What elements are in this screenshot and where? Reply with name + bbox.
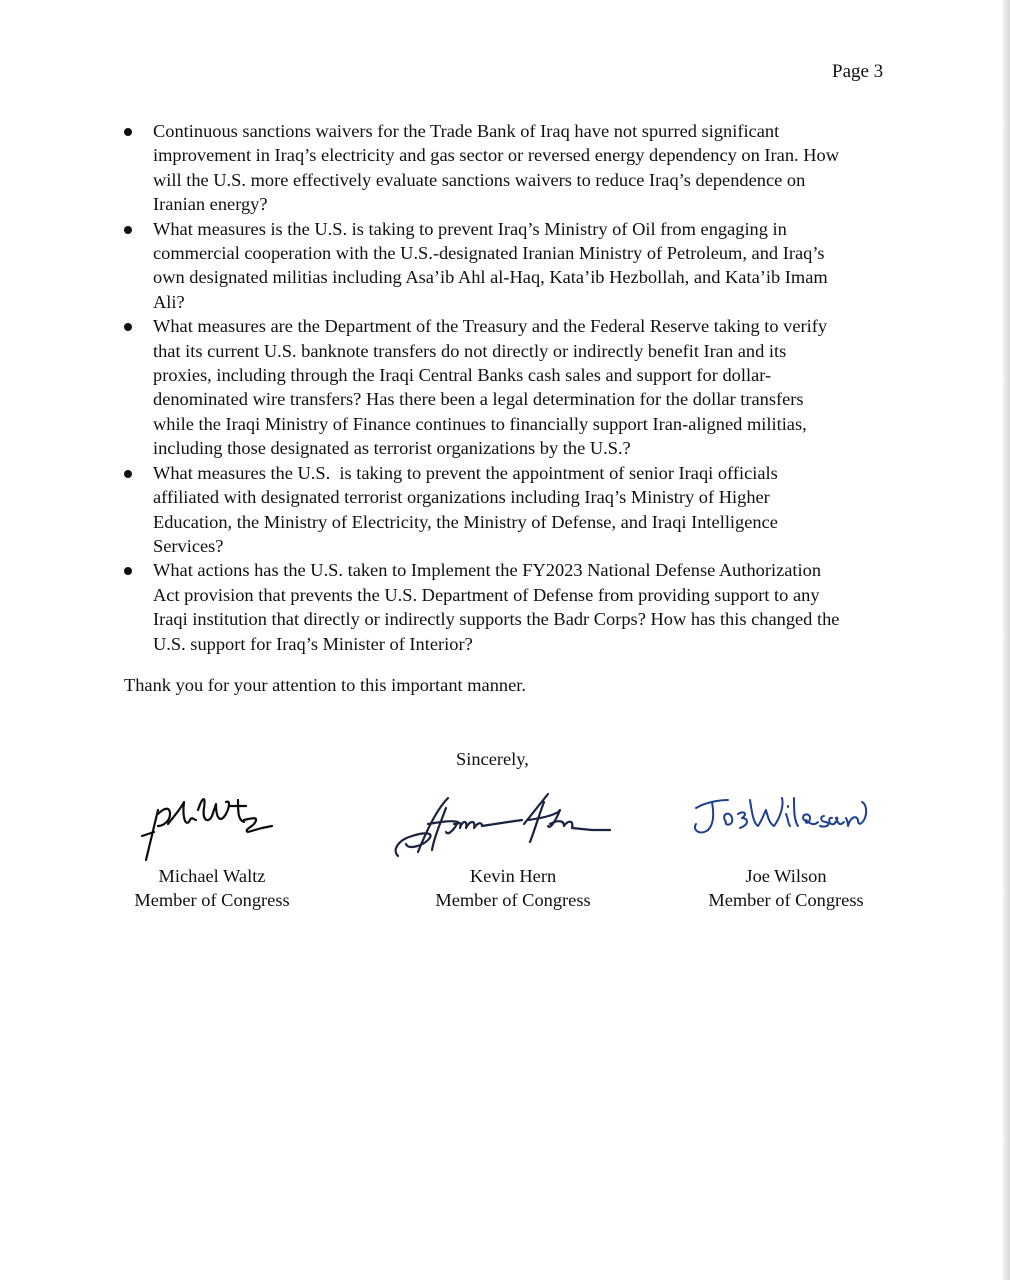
question-line: Services? [153, 535, 224, 556]
bullet-icon [124, 567, 132, 575]
question-line: Act provision that prevents the U.S. Department of Defense from providing support to any [153, 584, 820, 605]
question-line: that its current U.S. banknote transfers do not directly or indirectly benefit Iran and its [153, 340, 787, 361]
handwritten-signature-hern [388, 780, 638, 864]
question-line: Education, the Ministry of Electricity, the Ministry of Defense, and Iraqi Intelligence [153, 511, 778, 532]
question-line: proxies, including through the Iraqi Central Banks cash sales and support for dollar- [153, 365, 772, 386]
valediction: Sincerely, [456, 749, 529, 769]
bullet-icon [124, 128, 132, 136]
handwritten-signature-waltz [112, 780, 312, 864]
question-line: What measures the U.S. is taking to prevent the appointment of senior Iraqi officials [153, 462, 778, 483]
question-line: affiliated with designated terrorist organizations including Iraq’s Ministry of Higher [153, 487, 770, 508]
question-line: What measures are the Department of the Treasury and the Federal Reserve taking to verify [153, 316, 828, 337]
page-number: Page 3 [832, 61, 884, 82]
signatory-name: Kevin Hern [469, 866, 557, 886]
signatory-name: Joe Wilson [745, 866, 827, 886]
question-item [0, 461, 889, 559]
bullet-icon [124, 470, 132, 478]
question-item [0, 217, 889, 315]
question-item [0, 558, 889, 656]
question-line: What measures is the U.S. is taking to prevent Iraq’s Ministry of Oil from engaging in [153, 218, 787, 239]
question-line: Iraqi institution that directly or indirectly supports the Badr Corps? How has this changed the [153, 609, 840, 630]
question-item [0, 314, 889, 460]
closing-sentence: Thank you for your attention to this important manner. [124, 675, 526, 695]
signatory-title: Member of Congress [134, 890, 290, 911]
question-line: own designated militias including Asa’ib Ahl al-Haq, Kata’ib Hezbollah, and Kata’ib Imam [153, 267, 828, 288]
question-line: will the U.S. more effectively evaluate sanctions waivers to reduce Iraq’s dependence on [153, 169, 806, 190]
question-list [0, 119, 1010, 656]
signatory-name: Michael Waltz [158, 866, 266, 886]
question-line: U.S. support for Iraq’s Minister of Interior? [153, 633, 473, 654]
question-line: What actions has the U.S. taken to Implement the FY2023 National Defense Authorization [153, 560, 822, 581]
question-line: commercial cooperation with the U.S.-designated Iranian Ministry of Petroleum, and Iraq’s [153, 243, 825, 264]
question-line: Iranian energy? [153, 194, 268, 215]
signatory-title: Member of Congress [708, 890, 864, 911]
signature-block-waltz [112, 780, 312, 913]
signatory-title: Member of Congress [435, 890, 591, 911]
signature-block-hern [388, 780, 638, 913]
question-item [0, 119, 889, 217]
handwritten-signature-wilson [686, 780, 886, 864]
bullet-icon [124, 226, 132, 234]
question-line: including those designated as terrorist organizations by the U.S.? [153, 438, 631, 459]
question-line: Continuous sanctions waivers for the Trade Bank of Iraq have not spurred significant [153, 121, 780, 141]
question-line: denominated wire transfers? Has there been a legal determination for the dollar transfers [153, 389, 804, 410]
question-line: while the Iraqi Ministry of Finance continues to financially support Iran-aligned militias, [153, 413, 807, 434]
signature-block-wilson [686, 780, 886, 913]
question-line: Ali? [153, 291, 185, 312]
bullet-icon [124, 323, 132, 331]
question-line: improvement in Iraq’s electricity and gas sector or reversed energy dependency on Iran. How [153, 145, 839, 166]
